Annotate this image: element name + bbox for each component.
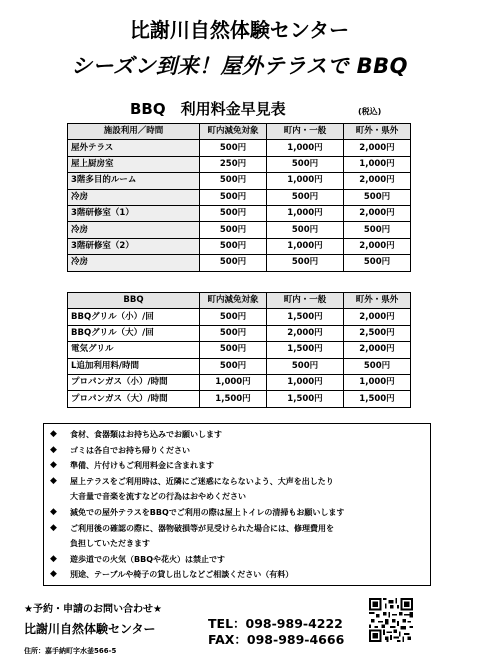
note-text: 食材、食器類はお持ち込みでお願いします xyxy=(70,430,222,439)
list-item xyxy=(50,567,424,583)
table-row xyxy=(68,238,411,254)
table-header: 施設利用／時間 xyxy=(68,124,200,140)
table-row xyxy=(68,189,411,205)
table-header-row xyxy=(68,124,411,140)
cell: 1,000円 xyxy=(200,374,267,390)
cell: 500円 xyxy=(200,189,267,205)
diamond-bullet-icon: ◆ xyxy=(50,475,57,486)
list-item xyxy=(50,427,424,443)
cell: 1,000円 xyxy=(267,238,344,254)
list-item xyxy=(50,505,424,521)
table-row xyxy=(68,342,411,358)
table-row xyxy=(68,205,411,221)
row-label: 屋上厨房室 xyxy=(68,156,200,172)
table-row xyxy=(68,173,411,189)
row-label: 屋外テラス xyxy=(68,140,200,156)
cell: 500円 xyxy=(200,325,267,341)
diamond-bullet-icon: ◆ xyxy=(50,506,57,517)
table-header: BBQ xyxy=(68,293,200,309)
table-row xyxy=(68,391,411,407)
table-row xyxy=(68,358,411,374)
row-label: プロパンガス（小）/時間 xyxy=(68,374,200,390)
note-text: ゴミは各自でお持ち帰りください xyxy=(70,445,190,455)
cell: 500円 xyxy=(200,358,267,374)
table-row xyxy=(68,140,411,156)
diamond-bullet-icon: ◆ xyxy=(50,460,57,471)
note-text-continued: 負担していただきます xyxy=(70,539,150,549)
cell: 250円 xyxy=(200,156,267,172)
row-label: 3階研修室（2） xyxy=(68,238,200,254)
cell: 500円 xyxy=(200,309,267,325)
price-table-title: BBQ 利用料金早見表 xyxy=(130,100,286,118)
row-label: プロパンガス（大）/時間 xyxy=(68,391,200,407)
table-row xyxy=(68,156,411,172)
cell: 2,000円 xyxy=(344,173,411,189)
cell: 500円 xyxy=(200,255,267,271)
table-row xyxy=(68,325,411,341)
note-text-continued: 大音量で音楽を流すなどの行為はおやめください xyxy=(70,492,246,502)
cell: 500円 xyxy=(200,173,267,189)
contact-heading: ★予約・申請のお問い合わせ★ xyxy=(24,604,162,615)
tax-note: (税込) xyxy=(358,107,382,116)
table-row xyxy=(68,374,411,390)
list-item xyxy=(50,443,424,459)
row-label: 冷房 xyxy=(68,255,200,271)
cell: 1,000円 xyxy=(344,374,411,390)
cell: 1,000円 xyxy=(267,173,344,189)
cell: 1,500円 xyxy=(267,342,344,358)
note-text: 減免での屋外テラスをBBQでご利用の際は屋上トイレの清掃もお願いします xyxy=(70,507,345,517)
cell: 500円 xyxy=(267,358,344,374)
cell: 1,000円 xyxy=(267,205,344,221)
list-item xyxy=(50,521,424,537)
cell: 1,500円 xyxy=(200,391,267,407)
table-header: 町内・一般 xyxy=(267,124,344,140)
table-header: 町外・県外 xyxy=(344,293,411,309)
cell: 1,500円 xyxy=(267,309,344,325)
cell: 500円 xyxy=(267,189,344,205)
fax-number: FAX：098-989-4666 xyxy=(208,632,345,647)
list-item xyxy=(50,552,424,568)
cell: 2,000円 xyxy=(267,325,344,341)
bbq-price-table xyxy=(67,292,411,408)
cell: 1,000円 xyxy=(267,140,344,156)
diamond-bullet-icon: ◆ xyxy=(50,553,57,564)
row-label: 電気グリル xyxy=(68,342,200,358)
cell: 1,000円 xyxy=(267,374,344,390)
cell: 2,000円 xyxy=(344,342,411,358)
address: 住所：嘉手納町字水釜566-5 xyxy=(24,647,117,655)
tel-number: TEL：098-989-4222 xyxy=(208,616,343,631)
list-item xyxy=(50,474,424,490)
note-text: 遊歩道での火気（BBQや花火）は禁止です xyxy=(70,554,225,564)
cell: 2,000円 xyxy=(344,238,411,254)
row-label: L追加利用料/時間 xyxy=(68,358,200,374)
cell: 500円 xyxy=(344,222,411,238)
cell: 1,000円 xyxy=(344,156,411,172)
table-row xyxy=(68,222,411,238)
cell: 2,000円 xyxy=(344,205,411,221)
note-text: 準備、片付けもご利用料金に含まれます xyxy=(70,461,214,471)
cell: 500円 xyxy=(200,205,267,221)
note-text: 屋上テラスをご利用時は、近隣にご迷惑にならないよう、大声を出したり xyxy=(70,476,334,486)
diamond-bullet-icon: ◆ xyxy=(50,569,57,580)
note-text: 別途、テーブルや椅子の貸し出しなどご相談ください（有料） xyxy=(70,570,294,580)
table-header: 町内減免対象 xyxy=(200,124,267,140)
table-row xyxy=(68,309,411,325)
row-label: 3階研修室（1） xyxy=(68,205,200,221)
cell: 500円 xyxy=(344,358,411,374)
cell: 500円 xyxy=(267,222,344,238)
note-text: ご利用後の確認の際に、器物破損等が見受けられた場合には、修理費用を xyxy=(70,523,334,533)
row-label: 冷房 xyxy=(68,222,200,238)
cell: 2,000円 xyxy=(344,309,411,325)
cell: 500円 xyxy=(344,255,411,271)
cell: 500円 xyxy=(200,222,267,238)
facility-price-table xyxy=(67,123,411,272)
table-header: 町内減免対象 xyxy=(200,293,267,309)
diamond-bullet-icon: ◆ xyxy=(50,444,57,455)
row-label: BBQグリル（小）/回 xyxy=(68,309,200,325)
table-header: 町外・県外 xyxy=(344,124,411,140)
cell: 500円 xyxy=(267,255,344,271)
table-row xyxy=(68,255,411,271)
cell: 500円 xyxy=(267,156,344,172)
cell: 2,000円 xyxy=(344,140,411,156)
cell: 1,500円 xyxy=(267,391,344,407)
cell: 500円 xyxy=(200,238,267,254)
row-label: 3階多目的ルーム xyxy=(68,173,200,189)
cell: 2,500円 xyxy=(344,325,411,341)
row-label: BBQグリル（大）/回 xyxy=(68,325,200,341)
table-header: 町内・一般 xyxy=(267,293,344,309)
list-item xyxy=(50,458,424,474)
cell: 500円 xyxy=(344,189,411,205)
table-header-row xyxy=(68,293,411,309)
page-subtitle: シーズン到来！屋外テラスで BBQ xyxy=(71,54,408,78)
usage-notes-box xyxy=(43,423,431,586)
page-title: 比謝川自然体験センター xyxy=(129,18,350,42)
diamond-bullet-icon: ◆ xyxy=(50,522,57,533)
cell: 1,500円 xyxy=(344,391,411,407)
qr-code-icon[interactable] xyxy=(369,598,413,642)
diamond-bullet-icon: ◆ xyxy=(50,429,57,439)
row-label: 冷房 xyxy=(68,189,200,205)
cell: 500円 xyxy=(200,342,267,358)
center-name: 比謝川自然体験センター xyxy=(24,622,156,636)
cell: 500円 xyxy=(200,140,267,156)
